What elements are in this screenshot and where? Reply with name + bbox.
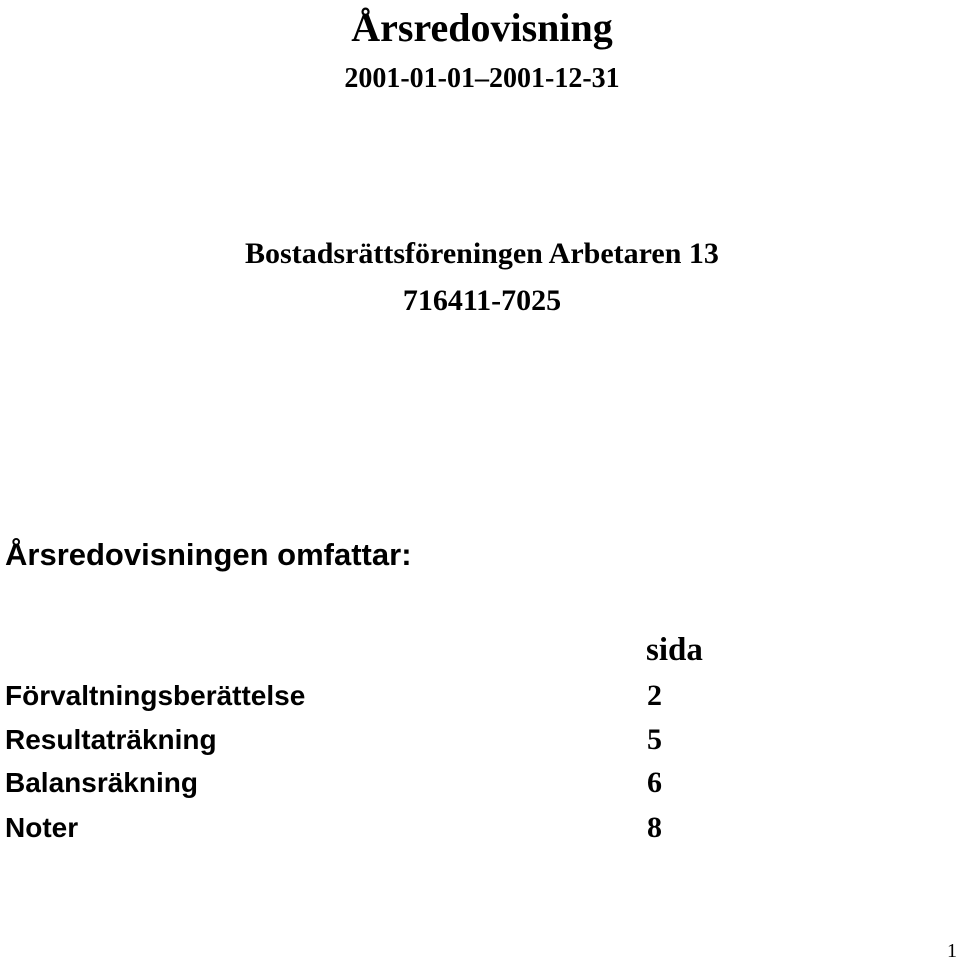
fiscal-period: 2001-01-01–2001-12-31 bbox=[344, 63, 620, 94]
page-number: 1 bbox=[947, 940, 957, 962]
organization-name: Bostadsrättsföreningen Arbetaren 13 bbox=[245, 237, 719, 270]
organization-number: 716411-7025 bbox=[402, 284, 562, 317]
toc-item-label: Resultaträkning bbox=[5, 724, 217, 755]
toc-row bbox=[5, 810, 705, 850]
toc-row bbox=[5, 722, 705, 762]
contents-heading: Årsredovisningen omfattar: bbox=[5, 537, 412, 572]
toc-item-page: 2 bbox=[647, 679, 662, 712]
toc-row bbox=[5, 678, 705, 718]
toc-item-page: 6 bbox=[647, 766, 662, 799]
page-column-label: sida bbox=[646, 632, 703, 668]
toc-item-label: Noter bbox=[5, 812, 79, 843]
toc-item-page: 8 bbox=[647, 811, 662, 844]
toc-row bbox=[5, 765, 705, 805]
toc-item-page: 5 bbox=[647, 723, 662, 756]
toc-item-label: Balansräkning bbox=[5, 767, 198, 798]
document-title: Årsredovisning bbox=[351, 5, 613, 50]
toc-item-label: Förvaltningsberättelse bbox=[5, 680, 306, 711]
